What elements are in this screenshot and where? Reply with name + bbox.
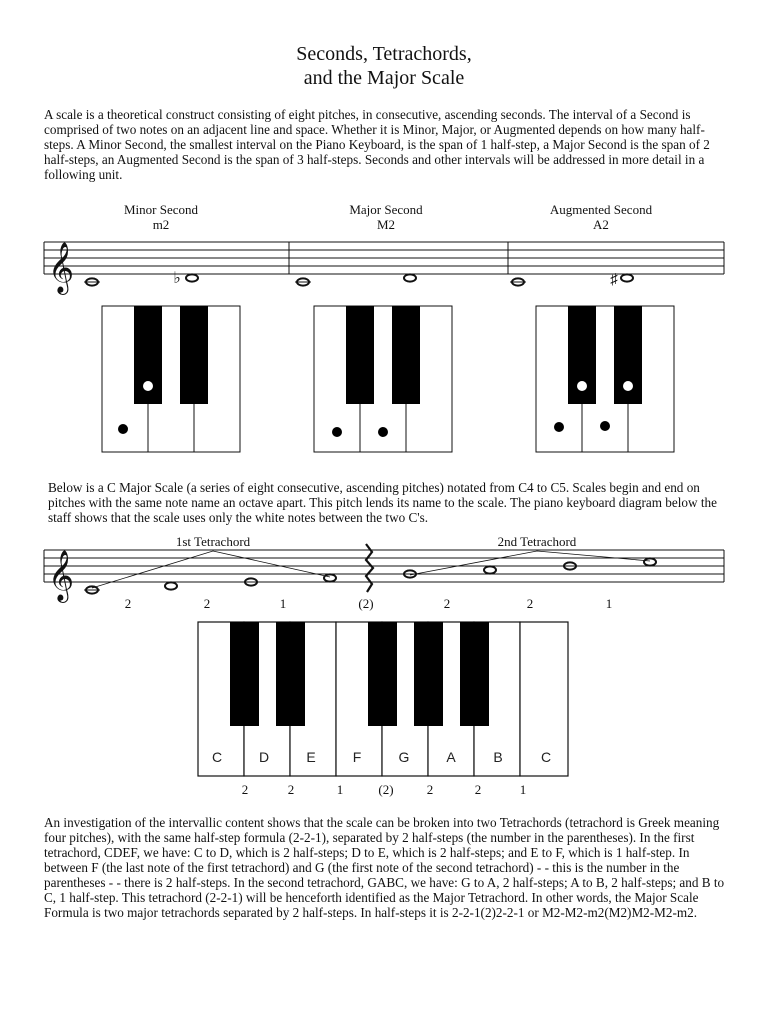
intro-paragraph: A scale is a theoretical construct consisting of eight pitches, in consecutive, ascending seconds. The interval of a Second is comprised of two notes on an adjacent line and space. Whether it is Minor, Major, or Augmented depends on how many half-steps. A Minor Second, the smallest interval on the Piano Keyboard, is the span of 1 half-step, a Major Second is the span of 2 half-steps, an Augmented Second is the span of 3 half-steps. Seconds and other intervals will be addressed in more detail in a following unit.	[44, 107, 710, 182]
svg-text:1: 1	[605, 596, 613, 611]
scale-intro-paragraph: Below is a C Major Scale (a series of eight consecutive, ascending pitches) notated from C4 to C5. Scales begin and end on pitches with the same note name an octave apart. This pitch lends its name to the scale. The piano keyboard diagram below the staff shows that the scale uses only the white notes between the two C's.	[48, 480, 717, 525]
key-label-d: D	[258, 749, 270, 765]
key-label-e: E	[306, 749, 316, 765]
key-label-a: A	[446, 749, 456, 765]
interval-abbr-augmented: A2	[593, 217, 609, 232]
interval-name-minor: Minor Second	[123, 202, 199, 217]
svg-text:2: 2	[426, 782, 434, 797]
svg-text:2: 2	[203, 596, 211, 611]
svg-text:2: 2	[287, 782, 295, 797]
svg-text:2: 2	[474, 782, 482, 797]
key-label-g: G	[398, 749, 410, 765]
sharp-icon: ♯	[610, 272, 618, 288]
svg-text:2: 2	[526, 596, 534, 611]
title-line-1: Seconds, Tetrachords,	[296, 43, 472, 65]
svg-text:1: 1	[519, 782, 527, 797]
interval-abbr-minor: m2	[152, 217, 170, 232]
svg-text:1: 1	[336, 782, 344, 797]
interval-abbr-major: M2	[376, 217, 396, 232]
title-line-2: and the Major Scale	[303, 67, 465, 89]
svg-text:2: 2	[443, 596, 451, 611]
tetrachord-2-label: 2nd Tetrachord	[497, 534, 577, 549]
interval-name-major: Major Second	[349, 202, 423, 217]
svg-text:(2): (2)	[378, 782, 394, 797]
key-label-c: C	[211, 749, 223, 765]
svg-text:(2): (2)	[358, 596, 374, 611]
key-label-c-high: C	[540, 749, 552, 765]
interval-name-augmented: Augmented Second	[549, 202, 653, 217]
treble-clef-icon: 𝄞	[48, 242, 75, 293]
svg-text:2: 2	[124, 596, 132, 611]
svg-text:1: 1	[279, 596, 287, 611]
key-label-f: F	[352, 749, 362, 765]
svg-text:2: 2	[241, 782, 249, 797]
tetrachord-1-label: 1st Tetrachord	[175, 534, 251, 549]
keyboard-halfstep-numbers	[242, 782, 527, 797]
conclusion-paragraph: An investigation of the intervallic content shows that the scale can be broken into two Tetrachords (tetrachord is Greek meaning four pitches), with the same half-step formula (2-2-1), separated by 2 half-steps (the number in the parentheses). In the first tetrachord, CDEF, we have: C to D, which is 2 half-steps; D to E, which is 2 half-steps; and E to F, which is 1 half-step. In between F (the last note of the first tetrachord) and G (the first note of the second tetrachord) - - this is the number in the parentheses - - there is 2 half-steps. In the second tetrachord, GABC, we have: G to A, 2 half-steps; A to B, 2 half-steps; and B to C, 1 half-step. This tetrachord (2-2-1) will be henceforth identified as the Major Tetrachord. In other words, the Major Scale Formula is two major tetrachords separated by 2 half-steps. In half-steps it is 2-2-1(2)2-2-1 or M2-M2-m2(M2)M2-M2-m2.	[44, 815, 725, 920]
flat-icon: ♭	[173, 270, 181, 287]
treble-clef-icon-2: 𝄞	[48, 550, 75, 601]
key-label-b: B	[493, 749, 503, 765]
